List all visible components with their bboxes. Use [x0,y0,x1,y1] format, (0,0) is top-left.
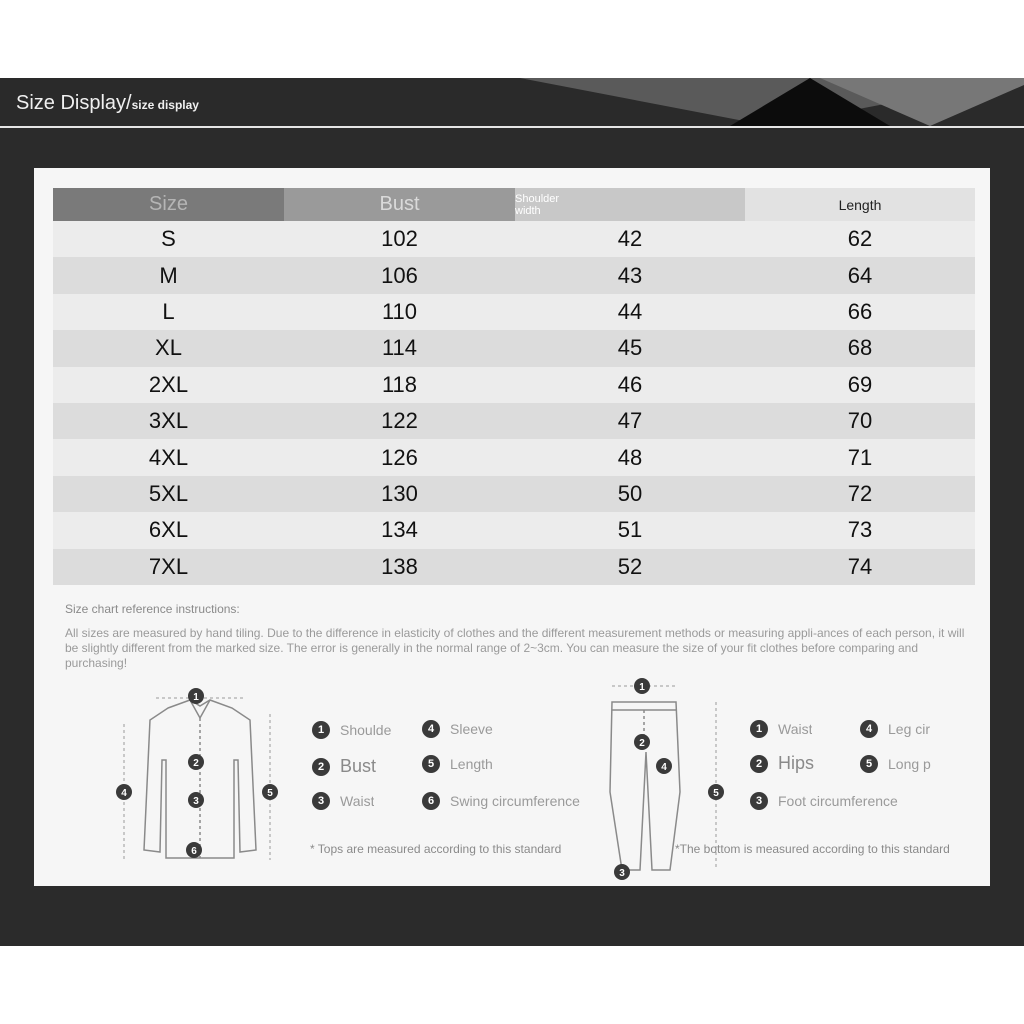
shirt-marker-4: 4 [121,788,127,799]
table-cell: S [53,221,284,257]
tops-legend-shoulder: 1 Shoulde [312,721,392,739]
bottoms-legend-foot: 3 Foot circumference [750,792,898,810]
table-cell: 70 [745,403,975,439]
table-cell: 126 [284,439,515,475]
banner-decoration [730,78,890,126]
tops-legend-bust: 2 Bust [312,756,376,777]
table-cell: 50 [515,476,745,512]
table-cell: 106 [284,257,515,293]
header-length: Length [745,188,975,221]
size-table [53,188,975,585]
table-cell: L [53,294,284,330]
banner-title [16,92,199,115]
header-size: Size [53,188,284,221]
pants-marker-1: 1 [639,682,645,693]
pants-marker-3: 3 [619,868,625,879]
table-row [53,512,975,548]
table-cell: 42 [515,221,745,257]
table-cell: 44 [515,294,745,330]
table-cell: 43 [515,257,745,293]
table-row [53,257,975,293]
table-row [53,439,975,475]
table-cell: 118 [284,367,515,403]
pants-marker-4: 4 [661,762,667,773]
size-table-header [53,188,975,221]
bottoms-legend-hips: 2 Hips [750,753,814,774]
table-cell: 6XL [53,512,284,548]
header-bust: Bust [284,188,515,221]
table-cell: 122 [284,403,515,439]
header-shoulder-width: Shoulder width [515,188,745,221]
table-cell: 64 [745,257,975,293]
pants-marker-5: 5 [713,788,719,799]
table-cell: 52 [515,549,745,585]
table-cell: 69 [745,367,975,403]
table-row [53,294,975,330]
table-cell: 138 [284,549,515,585]
instructions-body: All sizes are measured by hand tiling. Due to the difference in elasticity of clothes and the different measurement methods or measuring appli-ances of each person, it will be slightly different from the marked size. The error is generally in the normal range of 2~3cm. You can measure the size of your fit clothes before comparing and purchasing! [65,626,965,670]
table-row [53,476,975,512]
pants-marker-2: 2 [639,738,645,749]
table-cell: 66 [745,294,975,330]
shirt-marker-6: 6 [191,846,197,857]
table-cell: 71 [745,439,975,475]
table-row [53,549,975,585]
banner-title-sub: size display [131,98,199,112]
table-cell: 102 [284,221,515,257]
instructions-title: Size chart reference instructions: [65,602,240,616]
tops-legend-waist: 3 Waist [312,792,374,810]
shirt-marker-1: 1 [193,692,199,703]
table-cell: 73 [745,512,975,548]
table-cell: 48 [515,439,745,475]
shirt-marker-3: 3 [193,796,199,807]
bottoms-legend-waist: 1 Waist [750,720,812,738]
table-cell: XL [53,330,284,366]
table-cell: M [53,257,284,293]
table-row [53,403,975,439]
bottoms-legend-leg: 4 Leg cir [860,720,934,738]
table-cell: 45 [515,330,745,366]
table-cell: 114 [284,330,515,366]
table-cell: 134 [284,512,515,548]
table-cell: 72 [745,476,975,512]
table-row [53,221,975,257]
table-cell: 3XL [53,403,284,439]
tops-legend-length: 5 Length [422,755,493,773]
table-cell: 62 [745,221,975,257]
bottoms-legend-long: 5 Long p [860,755,934,773]
table-cell: 2XL [53,367,284,403]
table-cell: 5XL [53,476,284,512]
bottoms-note: *The bottom is measured according to this standard [675,842,950,856]
table-cell: 110 [284,294,515,330]
table-cell: 4XL [53,439,284,475]
tops-note: * Tops are measured according to this standard [310,842,562,856]
shirt-marker-2: 2 [193,758,199,769]
table-cell: 47 [515,403,745,439]
table-row [53,330,975,366]
header-banner [0,78,1024,128]
table-cell: 74 [745,549,975,585]
banner-title-main: Size Display/ [16,92,132,114]
tops-legend-swing: 6 Swing circumference [422,792,580,810]
tops-legend-sleeve: 4 Sleeve [422,720,493,738]
table-cell: 46 [515,367,745,403]
table-cell: 51 [515,512,745,548]
table-cell: 7XL [53,549,284,585]
shirt-diagram [110,680,300,870]
table-cell: 68 [745,330,975,366]
table-row [53,367,975,403]
table-cell: 130 [284,476,515,512]
shirt-marker-5: 5 [267,788,273,799]
